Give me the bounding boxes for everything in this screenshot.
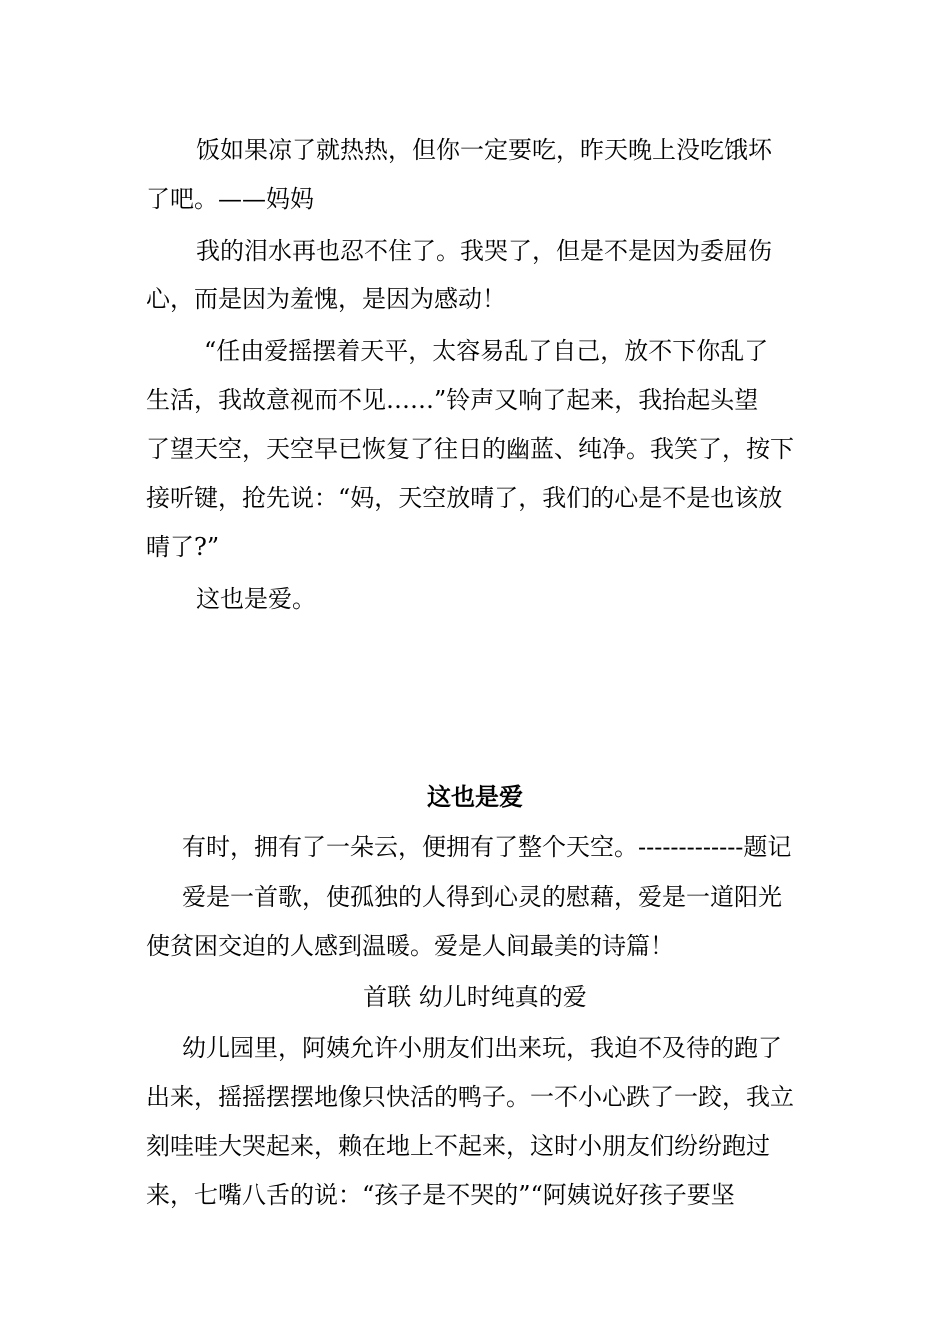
paragraph-line: 爱是一首歌，使孤独的人得到心灵的慰藉，爱是一道阳光	[182, 883, 782, 911]
paragraph-line: 使贫困交迫的人感到温暖。爱是人间最美的诗篇！	[146, 932, 674, 960]
section-heading: 首联 幼儿时纯真的爱	[363, 983, 587, 1011]
epigraph: 有时，拥有了一朵云，便拥有了整个天空。-------------题记	[182, 833, 792, 861]
paragraph-line: 出来，摇摇摆摆地像只快活的鸭子。一不小心跌了一跤，我立	[146, 1083, 794, 1111]
paragraph-line: 幼儿园里，阿姨允许小朋友们出来玩，我迫不及待的跑了	[182, 1034, 782, 1062]
paragraph-line: 我的泪水再也忍不住了。我哭了，但是不是因为委屈伤	[196, 237, 772, 265]
paragraph-line: 了望天空，天空早已恢复了往日的幽蓝、纯净。我笑了，按下	[146, 435, 794, 463]
paragraph-line: 心，而是因为羞愧，是因为感动！	[146, 285, 506, 313]
paragraph-line: 生活，我故意视而不见……”铃声又响了起来，我抬起头望	[146, 386, 759, 414]
paragraph-line: 接听键，抢先说：“妈，天空放晴了，我们的心是不是也该放	[146, 484, 783, 512]
paragraph-line: 刻哇哇大哭起来，赖在地上不起来，这时小朋友们纷纷跑过	[146, 1132, 770, 1160]
paragraph-line: 这也是爱。	[196, 585, 316, 613]
paragraph-line: 晴了?”	[146, 533, 220, 561]
paragraph-line: 来，七嘴八舌的说：“孩子是不哭的”“阿姨说好孩子要坚	[146, 1181, 735, 1209]
paragraph-line: 饭如果凉了就热热，但你一定要吃，昨天晚上没吃饿坏	[196, 136, 772, 164]
paragraph-line: “任由爱摇摆着天平，太容易乱了自己，放不下你乱了	[204, 337, 769, 365]
paragraph-line: 了吧。——妈妈	[146, 185, 314, 213]
essay-title: 这也是爱	[427, 782, 523, 811]
